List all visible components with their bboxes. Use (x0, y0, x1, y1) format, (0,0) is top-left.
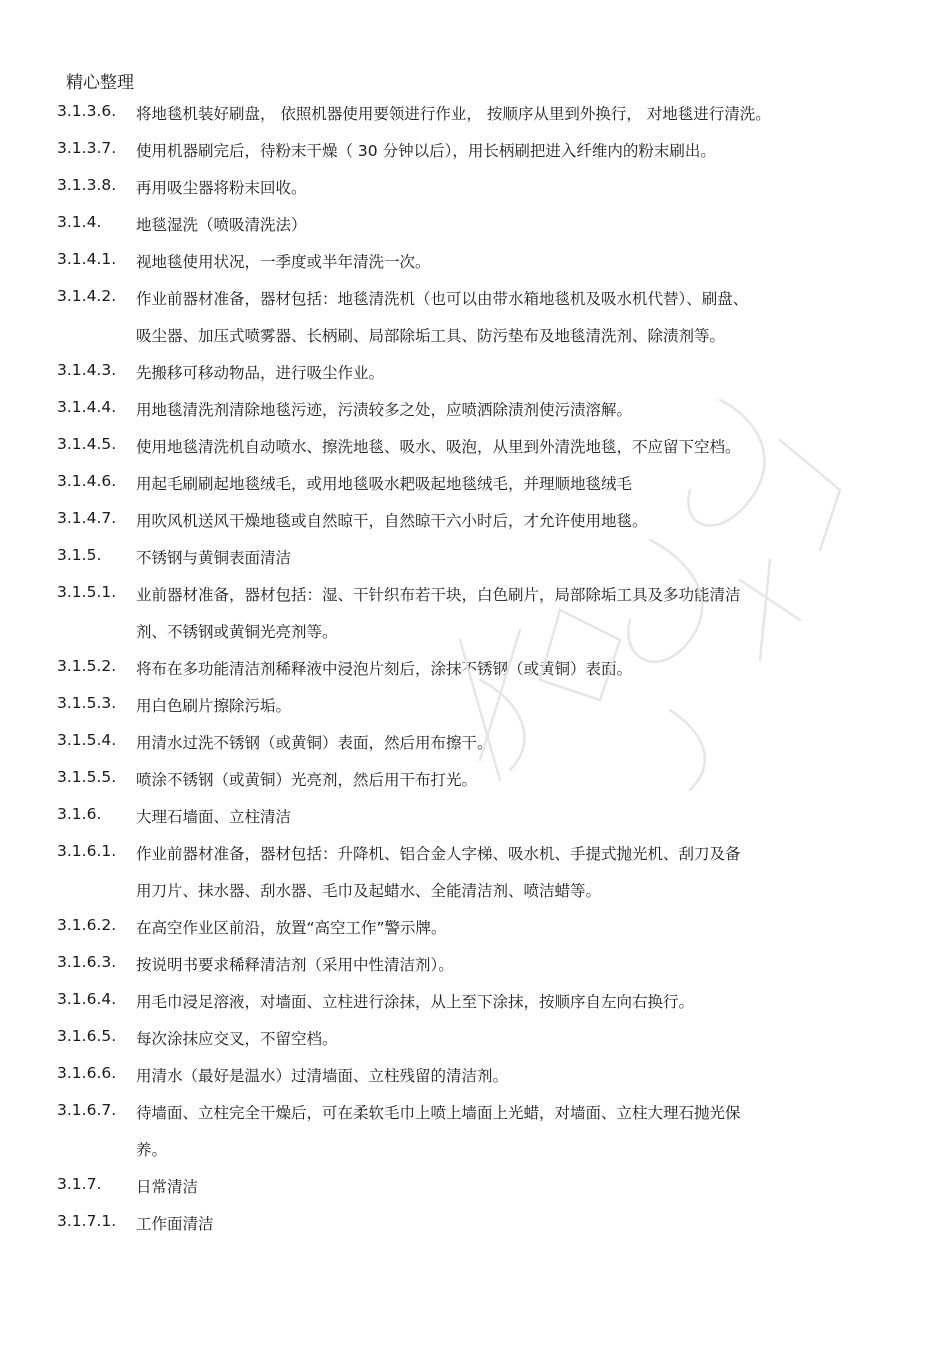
paragraph-text: 大理石墙面、立柱清洁 (136, 808, 292, 826)
numbered-paragraph (0, 688, 950, 725)
paragraph-text: 吸尘器、加压式喷雾器、长柄刷、局部除垢工具、防污垫布及地毯清洗剂、除渍剂等。 (136, 327, 726, 345)
numbered-paragraph (0, 651, 950, 688)
section-number: 3.1.4. (57, 213, 102, 231)
numbered-paragraph (0, 1206, 950, 1243)
section-number: 3.1.4.5. (57, 435, 117, 453)
paragraph-text: 工作面清洁 (136, 1215, 214, 1233)
paragraph-text: 用地毯清洗剂清除地毯污迹，污渍较多之处，应喷洒除渍剂使污渍溶解。 (136, 401, 633, 419)
numbered-paragraph (0, 725, 950, 762)
document-body (0, 96, 950, 1243)
numbered-paragraph (0, 1058, 950, 1095)
paragraph-continuation (0, 873, 950, 910)
numbered-paragraph (0, 466, 950, 503)
section-number: 3.1.4.1. (57, 250, 117, 268)
paragraph-text: 将地毯机装好刷盘， 依照机器使用要领进行作业， 按顺序从里到外换行， 对地毯进行清洗。 (136, 105, 771, 123)
paragraph-continuation (0, 1132, 950, 1169)
numbered-paragraph (0, 577, 950, 614)
section-number: 3.1.6.1. (57, 842, 117, 860)
paragraph-text: 用白色刷片擦除污垢。 (136, 697, 292, 715)
section-number: 3.1.3.8. (57, 176, 117, 194)
section-number: 3.1.4.3. (57, 361, 117, 379)
paragraph-text: 再用吸尘器将粉末回收。 (136, 179, 307, 197)
numbered-paragraph (0, 540, 950, 577)
paragraph-text: 在高空作业区前沿，放置“高空工作”警示牌。 (136, 919, 447, 937)
paragraph-text: 作业前器材准备，器材包括：地毯清洗机（也可以由带水箱地毯机及吸水机代替）、刷盘、 (136, 290, 749, 308)
paragraph-text: 用清水过洗不锈钢（或黄铜）表面，然后用布擦干。 (136, 734, 493, 752)
section-number: 3.1.5. (57, 546, 102, 564)
section-number: 3.1.5.3. (57, 694, 117, 712)
numbered-paragraph (0, 947, 950, 984)
paragraph-text: 用毛巾浸足溶液，对墙面、立柱进行涂抹，从上至下涂抹，按顺序自左向右换行。 (136, 993, 695, 1011)
section-number: 3.1.3.7. (57, 139, 117, 157)
paragraph-text: 将布在多功能清洁剂稀释液中浸泡片刻后，涂抹不锈钢（或黄铜）表面。 (136, 660, 633, 678)
numbered-paragraph (0, 392, 950, 429)
section-number: 3.1.6.6. (57, 1064, 117, 1082)
numbered-paragraph (0, 133, 950, 170)
numbered-paragraph (0, 96, 950, 133)
numbered-paragraph (0, 503, 950, 540)
paragraph-text: 地毯湿洗（喷吸清洗法） (136, 216, 307, 234)
numbered-paragraph (0, 799, 950, 836)
numbered-paragraph (0, 207, 950, 244)
section-number: 3.1.7.1. (57, 1212, 117, 1230)
section-number: 3.1.4.7. (57, 509, 117, 527)
section-number: 3.1.5.1. (57, 583, 117, 601)
paragraph-text: 每次涂抹应交叉，不留空档。 (136, 1030, 338, 1048)
section-number: 3.1.6.5. (57, 1027, 117, 1045)
numbered-paragraph (0, 1021, 950, 1058)
paragraph-text: 待墙面、立柱完全干燥后，可在柔软毛巾上喷上墙面上光蜡，对墙面、立柱大理石抛光保 (136, 1104, 741, 1122)
numbered-paragraph (0, 281, 950, 318)
numbered-paragraph (0, 355, 950, 392)
numbered-paragraph (0, 170, 950, 207)
paragraph-text: 使用机器刷完后，待粉末干燥（ 30 分钟以后），用长柄刷把进入纤维内的粉末刷出。 (136, 142, 716, 160)
section-number: 3.1.6. (57, 805, 102, 823)
section-number: 3.1.6.2. (57, 916, 117, 934)
paragraph-text: 养。 (136, 1141, 168, 1159)
paragraph-text: 先搬移可移动物品，进行吸尘作业。 (136, 364, 385, 382)
paragraph-text: 用清水（最好是温水）过清墙面、立柱残留的清洁剂。 (136, 1067, 509, 1085)
paragraph-text: 不锈钢与黄铜表面清洁 (136, 549, 292, 567)
section-number: 3.1.6.4. (57, 990, 117, 1008)
page-header: 精心整理 (66, 73, 134, 93)
section-number: 3.1.7. (57, 1175, 102, 1193)
section-number: 3.1.5.2. (57, 657, 117, 675)
section-number: 3.1.4.6. (57, 472, 117, 490)
paragraph-text: 用起毛刷刷起地毯绒毛，或用地毯吸水耙吸起地毯绒毛，并理顺地毯绒毛 (136, 475, 633, 493)
section-number: 3.1.4.4. (57, 398, 117, 416)
paragraph-continuation (0, 318, 950, 355)
numbered-paragraph (0, 1095, 950, 1132)
paragraph-text: 喷涂不锈钢（或黄铜）光亮剂，然后用干布打光。 (136, 771, 478, 789)
numbered-paragraph (0, 836, 950, 873)
paragraph-text: 用刀片、抹水器、刮水器、毛巾及起蜡水、全能清洁剂、喷洁蜡等。 (136, 882, 602, 900)
numbered-paragraph (0, 244, 950, 281)
paragraph-text: 按说明书要求稀释清洁剂（采用中性清洁剂）。 (136, 956, 454, 974)
paragraph-text: 用吹风机送风干燥地毯或自然晾干，自然晾干六小时后，才允许使用地毯。 (136, 512, 648, 530)
paragraph-text: 使用地毯清洗机自动喷水、擦洗地毯、吸水、吸泡，从里到外清洗地毯，不应留下空档。 (136, 438, 741, 456)
section-number: 3.1.5.4. (57, 731, 117, 749)
section-number: 3.1.6.3. (57, 953, 117, 971)
paragraph-text: 剂、不锈钢或黄铜光亮剂等。 (136, 623, 338, 641)
paragraph-text: 视地毯使用状况，一季度或半年清洗一次。 (136, 253, 431, 271)
paragraph-continuation (0, 614, 950, 651)
section-number: 3.1.5.5. (57, 768, 117, 786)
paragraph-text: 业前器材准备，器材包括：湿、干针织布若干块，白色刷片，局部除垢工具及多功能清洁 (136, 586, 741, 604)
numbered-paragraph (0, 910, 950, 947)
paragraph-text: 作业前器材准备，器材包括：升降机、铝合金人字梯、吸水机、手提式抛光机、刮刀及备 (136, 845, 741, 863)
section-number: 3.1.6.7. (57, 1101, 117, 1119)
numbered-paragraph (0, 984, 950, 1021)
section-number: 3.1.3.6. (57, 102, 117, 120)
paragraph-text: 日常清洁 (136, 1178, 199, 1196)
section-number: 3.1.4.2. (57, 287, 117, 305)
numbered-paragraph (0, 429, 950, 466)
numbered-paragraph (0, 762, 950, 799)
numbered-paragraph (0, 1169, 950, 1206)
